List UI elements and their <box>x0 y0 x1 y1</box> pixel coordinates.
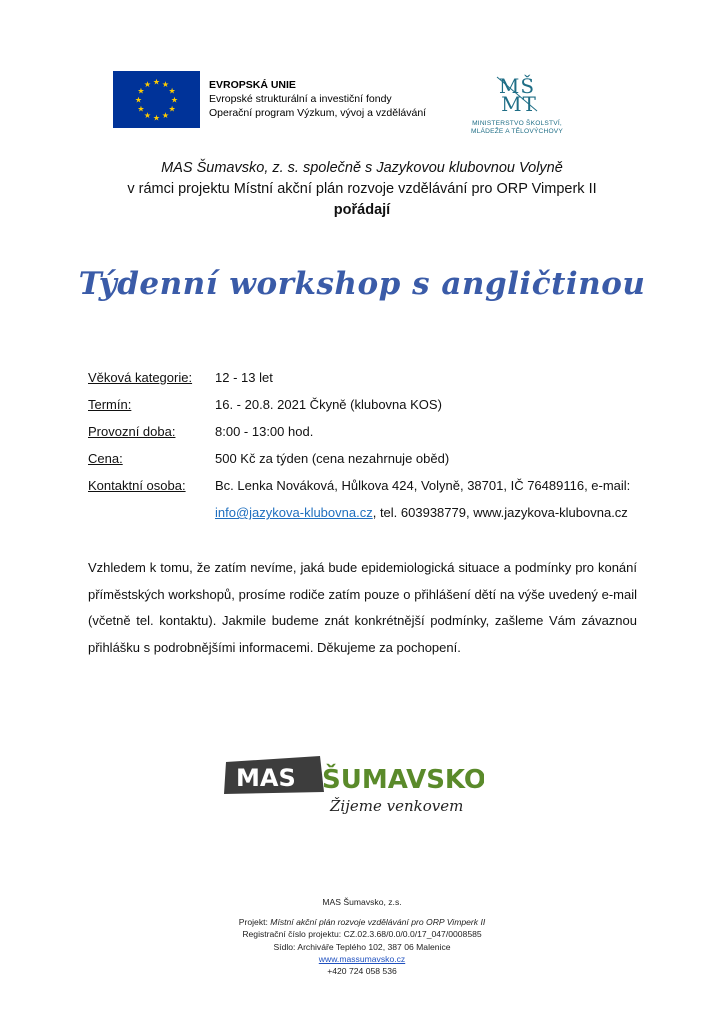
eu-star-icon: ★ <box>161 79 170 89</box>
svg-text:MT: MT <box>501 92 537 115</box>
footer-phone: +420 724 058 536 <box>327 966 397 977</box>
info-value: 8:00 - 13:00 hod. <box>215 424 314 439</box>
info-row-age <box>88 364 648 391</box>
info-row-hours <box>88 418 648 445</box>
eu-star-icon: ★ <box>152 77 161 87</box>
msmt-logo <box>457 71 577 136</box>
intro-organizers: MAS Šumavsko, z. s. společně s Jazykovou klubovnou Volyně <box>161 160 563 176</box>
eu-star-icon: ★ <box>143 79 152 89</box>
intro-project: v rámci projektu Místní akční plán rozvoje vzdělávání pro ORP Vimperk II <box>127 181 597 197</box>
info-row-date <box>88 391 648 418</box>
info-value: 16. - 20.8. 2021 Čkyně (klubovna KOS) <box>215 397 442 412</box>
footer-address: Sídlo: Archiváře Teplého 102, 387 06 Malenice <box>273 941 451 952</box>
eu-line2: Evropské strukturální a investiční fondy <box>209 93 392 105</box>
info-row-price <box>88 445 648 472</box>
footer-project-name: Místní akční plán rozvoje vzdělávání pro ORP Vimperk II <box>270 917 486 928</box>
eu-logo <box>113 71 426 128</box>
eu-star-icon: ★ <box>161 111 170 121</box>
eu-star-icon: ★ <box>152 113 161 123</box>
info-value: Bc. Lenka Nováková, Hůlkova 424, Volyně, 38701, IČ 76489116, e-mail: <box>215 478 631 493</box>
svg-text:MŠ: MŠ <box>498 74 536 98</box>
info-label: Termín: <box>88 397 132 412</box>
page-title: Týdenní workshop s angličtinou <box>78 266 646 302</box>
eu-flag-icon <box>113 71 200 128</box>
eu-star-icon: ★ <box>170 95 179 105</box>
info-label: Věková kategorie: <box>88 370 193 385</box>
mas-slogan: Žijeme venkovem <box>330 797 464 815</box>
intro-block <box>0 158 724 221</box>
footer-registration: Registrační číslo projektu: CZ.02.3.68/0.0/0.0/17_047/0008585 <box>242 929 482 940</box>
contact-rest: , tel. 603938779, www.jazykova-klubovna.cz <box>372 505 628 520</box>
info-value <box>215 505 648 520</box>
eu-star-icon: ★ <box>168 104 176 114</box>
info-table <box>88 364 648 526</box>
footer-web-link[interactable]: www.massumavsko.cz <box>318 953 406 964</box>
intro-verb: pořádají <box>333 202 391 218</box>
footer-project <box>0 916 724 928</box>
footer-org: MAS Šumavsko, z.s. <box>322 897 402 907</box>
eu-logo-text <box>209 78 426 120</box>
eu-star-icon: ★ <box>137 86 145 96</box>
eu-line3: Operační program Výzkum, vývoj a vzdělávání <box>209 107 427 119</box>
info-label: Provozní doba: <box>88 424 176 439</box>
info-row-contact <box>88 472 648 499</box>
info-value: 12 - 13 let <box>215 370 273 385</box>
eu-line1: EVROPSKÁ UNIE <box>209 79 296 91</box>
footer <box>0 896 724 977</box>
footer-project-label: Projekt: <box>238 917 271 928</box>
msmt-line2: MLÁDEŽE A TĚLOVÝCHOVY <box>470 128 564 135</box>
eu-star-icon: ★ <box>143 111 152 121</box>
info-value: 500 Kč za týden (cena nezahrnuje oběd) <box>215 451 450 466</box>
eu-star-icon: ★ <box>168 86 176 96</box>
info-label: Kontaktní osoba: <box>88 478 186 493</box>
email-link[interactable]: info@jazykova-klubovna.cz <box>215 505 373 520</box>
notice-paragraph: Vzhledem k tomu, že zatím nevíme, jaká bude epidemiologická situace a podmínky pro konání příměstských workshopů, prosíme rodiče zatím pouze o přihlášení dětí na výše uvedený e-mail (včetně tel. kontaktu). Jakmile budeme znát konkrétnější podmínky, zašleme Vám závaznou přihlášku s podrobnějšími informacemi. Děkujeme za pochopení. <box>88 560 637 655</box>
msmt-line1: MINISTERSTVO ŠKOLSTVÍ, <box>472 120 562 127</box>
mas-logo-word2: ŠUMAVSKO <box>322 765 484 795</box>
eu-star-icon: ★ <box>137 104 145 114</box>
info-label: Cena: <box>88 451 123 466</box>
info-row-contact-cont <box>88 499 648 526</box>
mas-logo-word1: MAS <box>236 764 296 792</box>
msmt-mark-icon <box>487 71 547 115</box>
eu-star-icon: ★ <box>134 95 143 105</box>
